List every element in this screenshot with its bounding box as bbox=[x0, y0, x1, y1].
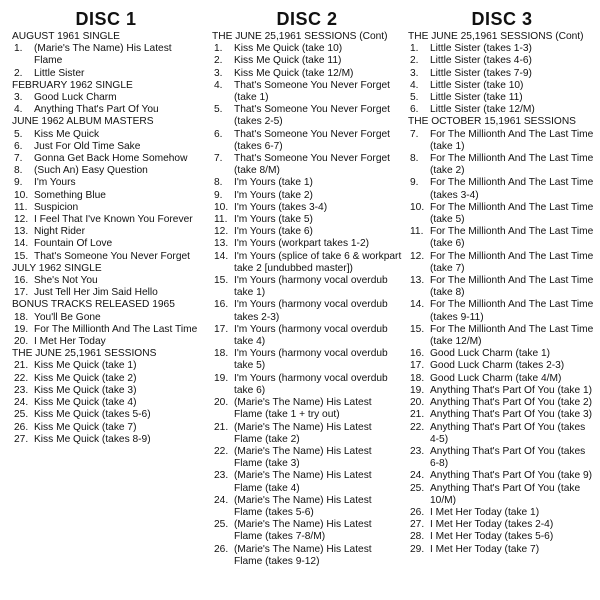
track-number: 4. bbox=[410, 79, 419, 91]
track-title: Anything That's Part Of You (takes 6-8) bbox=[430, 445, 586, 470]
track-title: Good Luck Charm (takes 2-3) bbox=[430, 360, 565, 372]
disc-3-column bbox=[408, 8, 596, 556]
session-header: THE JUNE 25,1961 SESSIONS bbox=[12, 348, 157, 360]
session-header: THE JUNE 25,1961 SESSIONS (Cont) bbox=[408, 31, 584, 42]
track-number: 17. bbox=[14, 287, 29, 299]
track-number: 2. bbox=[214, 55, 223, 67]
track-row bbox=[212, 544, 402, 568]
track-row bbox=[212, 299, 402, 323]
track-title: (Marie's The Name) His Latest Flame (take 2) bbox=[234, 421, 372, 445]
track-title: Kiss Me Quick (take 12/M) bbox=[234, 67, 354, 79]
track-number: 6. bbox=[14, 140, 23, 152]
disc-3-tracklist bbox=[408, 31, 596, 556]
track-row bbox=[212, 80, 402, 104]
track-title: Little Sister (takes 1-3) bbox=[430, 43, 532, 55]
track-row bbox=[12, 373, 200, 385]
track-row bbox=[212, 422, 402, 446]
track-row bbox=[12, 226, 200, 238]
track-number: 13. bbox=[214, 238, 229, 250]
track-title: (Marie's The Name) His Latest Flame (take 3) bbox=[234, 445, 372, 470]
track-row bbox=[408, 409, 596, 421]
track-title: That's Someone You Never Forget (take 1) bbox=[234, 79, 390, 104]
track-number: 16. bbox=[410, 348, 425, 360]
track-row bbox=[212, 275, 402, 299]
track-title: (Marie's The Name) His Latest Flame bbox=[34, 43, 172, 67]
track-title: (Marie's The Name) His Latest Flame (takes 5-6) bbox=[234, 494, 372, 518]
track-number: 2. bbox=[14, 67, 23, 79]
track-title: I'm Yours (harmony vocal overdub take 1) bbox=[234, 275, 388, 299]
session-header: BONUS TRACKS RELEASED 1965 bbox=[12, 299, 175, 311]
track-title: Little Sister (takes 4-6) bbox=[430, 55, 532, 67]
track-number: 1. bbox=[14, 43, 23, 55]
track-title: I Met Her Today (take 7) bbox=[430, 543, 540, 555]
track-number: 5. bbox=[410, 92, 419, 104]
track-number: 21. bbox=[214, 421, 229, 433]
track-number: 5. bbox=[214, 104, 223, 116]
track-row bbox=[408, 104, 596, 116]
track-row bbox=[408, 226, 596, 250]
track-row bbox=[408, 544, 596, 556]
track-row bbox=[408, 251, 596, 275]
track-number: 21. bbox=[14, 360, 29, 372]
track-title: I'm Yours (splice of take 6 & workpart take 2 [undubbed master]) bbox=[234, 250, 402, 274]
track-row bbox=[212, 43, 402, 55]
track-title: Little Sister (take 12/M) bbox=[430, 104, 535, 116]
track-number: 13. bbox=[410, 275, 425, 287]
track-number: 9. bbox=[214, 189, 223, 201]
track-row bbox=[408, 483, 596, 507]
track-row bbox=[12, 312, 200, 324]
track-row bbox=[408, 385, 596, 397]
track-title: I Met Her Today bbox=[34, 336, 106, 348]
track-row bbox=[212, 446, 402, 470]
track-row bbox=[408, 507, 596, 519]
track-title: I Met Her Today (take 1) bbox=[430, 506, 540, 518]
track-title: Night Rider bbox=[34, 226, 85, 238]
track-number: 15. bbox=[214, 275, 229, 287]
track-row bbox=[12, 324, 200, 336]
track-number: 23. bbox=[14, 384, 29, 396]
track-title: For The Millionth And The Last Time (take 5) bbox=[430, 201, 594, 226]
track-number: 7. bbox=[410, 128, 419, 140]
track-number: 16. bbox=[214, 299, 229, 311]
track-row bbox=[408, 275, 596, 299]
track-number: 24. bbox=[410, 470, 425, 482]
track-row bbox=[212, 519, 402, 543]
track-row bbox=[12, 190, 200, 202]
track-row bbox=[408, 68, 596, 80]
track-row bbox=[212, 177, 402, 189]
track-number: 4. bbox=[14, 104, 23, 116]
session-header: JUNE 1962 ALBUM MASTERS bbox=[12, 116, 154, 128]
track-row bbox=[212, 68, 402, 80]
track-number: 3. bbox=[214, 67, 223, 79]
track-number: 17. bbox=[214, 323, 229, 335]
track-row bbox=[212, 55, 402, 67]
track-number: 10. bbox=[14, 189, 29, 201]
track-title: Anything That's Part Of You (take 1) bbox=[430, 384, 593, 396]
track-number: 14. bbox=[14, 238, 29, 250]
disc-1-column bbox=[12, 8, 200, 446]
track-title: I'm Yours (workpart takes 1-2) bbox=[234, 238, 369, 250]
track-title: You'll Be Gone bbox=[34, 311, 101, 323]
track-number: 25. bbox=[214, 519, 229, 531]
track-number: 17. bbox=[410, 360, 425, 372]
track-title: For The Millionth And The Last Time (takes 9-11) bbox=[430, 299, 594, 323]
track-title: For The Millionth And The Last Time (take 12/M) bbox=[430, 323, 594, 348]
session-header: THE OCTOBER 15,1961 SESSIONS bbox=[408, 116, 576, 128]
track-title: Good Luck Charm (take 4/M) bbox=[430, 372, 562, 384]
track-row bbox=[12, 275, 200, 287]
track-title: I'm Yours (take 5) bbox=[234, 214, 313, 226]
track-number: 25. bbox=[410, 482, 425, 494]
disc-2-column bbox=[212, 8, 402, 568]
track-number: 8. bbox=[14, 165, 23, 177]
track-title: Anything That's Part Of You (takes 4-5) bbox=[430, 421, 586, 445]
disc-1-title: DISC 1 bbox=[75, 9, 137, 29]
track-title: (Marie's The Name) His Latest Flame (takes 7-8/M) bbox=[234, 519, 372, 543]
track-title: For The Millionth And The Last Time (take 8) bbox=[430, 275, 594, 299]
track-row bbox=[408, 531, 596, 543]
track-row bbox=[12, 434, 200, 446]
track-row bbox=[12, 129, 200, 141]
track-row bbox=[12, 397, 200, 409]
track-title: Kiss Me Quick (take 4) bbox=[34, 397, 137, 409]
track-number: 16. bbox=[14, 275, 29, 287]
disc-2-title: DISC 2 bbox=[276, 9, 338, 29]
track-number: 20. bbox=[14, 336, 29, 348]
track-number: 22. bbox=[14, 372, 29, 384]
track-number: 23. bbox=[214, 470, 229, 482]
track-row bbox=[408, 348, 596, 360]
track-title: Anything That's Part Of You (take 2) bbox=[430, 397, 593, 409]
track-number: 18. bbox=[410, 372, 425, 384]
track-row bbox=[408, 360, 596, 372]
track-number: 29. bbox=[410, 543, 425, 555]
track-row bbox=[408, 299, 596, 323]
session-header: FEBRUARY 1962 SINGLE bbox=[12, 79, 133, 91]
track-title: That's Someone You Never Forget bbox=[34, 250, 190, 262]
track-row bbox=[408, 55, 596, 67]
track-title: Just For Old Time Sake bbox=[34, 140, 141, 152]
track-number: 11. bbox=[410, 226, 424, 238]
track-number: 12. bbox=[410, 250, 425, 262]
track-number: 18. bbox=[214, 348, 229, 360]
track-row bbox=[408, 80, 596, 92]
track-number: 21. bbox=[410, 409, 425, 421]
track-row bbox=[212, 251, 402, 275]
track-row bbox=[408, 397, 596, 409]
track-number: 11. bbox=[14, 201, 28, 213]
disc-3-title: DISC 3 bbox=[471, 9, 533, 29]
track-number: 10. bbox=[410, 201, 425, 213]
track-row bbox=[212, 397, 402, 421]
track-row bbox=[212, 202, 402, 214]
track-title: For The Millionth And The Last Time (takes 3-4) bbox=[430, 177, 594, 201]
track-title: Fountain Of Love bbox=[34, 238, 113, 250]
track-title: Kiss Me Quick (takes 5-6) bbox=[34, 409, 151, 421]
track-row bbox=[408, 519, 596, 531]
track-number: 19. bbox=[14, 323, 29, 335]
track-title: I'm Yours (harmony vocal overdub take 5) bbox=[234, 348, 388, 372]
track-title: Kiss Me Quick (takes 8-9) bbox=[34, 433, 151, 445]
track-row bbox=[408, 373, 596, 385]
track-number: 6. bbox=[214, 128, 223, 140]
track-title: I'm Yours (take 2) bbox=[234, 189, 313, 201]
track-row bbox=[408, 202, 596, 226]
track-row bbox=[12, 251, 200, 263]
track-number: 20. bbox=[410, 397, 425, 409]
track-number: 3. bbox=[410, 67, 419, 79]
track-number: 9. bbox=[410, 177, 419, 189]
track-title: Anything That's Part Of You (take 3) bbox=[430, 409, 593, 421]
track-number: 26. bbox=[14, 421, 29, 433]
track-row bbox=[12, 165, 200, 177]
track-title: Little Sister (take 10) bbox=[430, 79, 524, 91]
track-title: Kiss Me Quick (take 1) bbox=[34, 360, 137, 372]
track-number: 26. bbox=[214, 543, 229, 555]
track-title: Anything That's Part Of You bbox=[34, 104, 159, 116]
track-title: (Such An) Easy Question bbox=[34, 165, 148, 177]
track-row bbox=[12, 43, 200, 67]
track-title: For The Millionth And The Last Time bbox=[34, 323, 198, 335]
track-row bbox=[408, 446, 596, 470]
track-number: 27. bbox=[410, 519, 425, 531]
track-row bbox=[12, 68, 200, 80]
track-title: Kiss Me Quick (take 7) bbox=[34, 421, 137, 433]
track-title: Good Luck Charm bbox=[34, 92, 117, 104]
track-number: 15. bbox=[410, 323, 425, 335]
track-row bbox=[12, 422, 200, 434]
track-number: 1. bbox=[410, 43, 419, 55]
track-title: I'm Yours bbox=[34, 177, 76, 189]
track-title: I'm Yours (harmony vocal overdub take 4) bbox=[234, 323, 388, 348]
track-number: 12. bbox=[14, 214, 29, 226]
track-number: 25. bbox=[14, 409, 29, 421]
track-title: (Marie's The Name) His Latest Flame (takes 9-12) bbox=[234, 543, 372, 567]
track-row bbox=[212, 348, 402, 372]
track-title: Good Luck Charm (take 1) bbox=[430, 348, 551, 360]
track-number: 12. bbox=[214, 226, 229, 238]
track-title: Kiss Me Quick (take 11) bbox=[234, 55, 342, 67]
track-number: 26. bbox=[410, 506, 425, 518]
track-row bbox=[408, 422, 596, 446]
track-title: Little Sister (take 11) bbox=[430, 92, 523, 104]
track-number: 9. bbox=[14, 177, 23, 189]
track-row bbox=[408, 470, 596, 482]
track-number: 24. bbox=[14, 397, 29, 409]
track-row bbox=[212, 190, 402, 202]
track-title: Just Tell Her Jim Said Hello bbox=[34, 287, 158, 299]
disc-1-tracklist bbox=[12, 31, 200, 446]
track-row bbox=[212, 238, 402, 250]
track-row bbox=[408, 324, 596, 348]
track-number: 5. bbox=[14, 128, 23, 140]
track-title: That's Someone You Never Forget (take 8/M) bbox=[234, 153, 390, 177]
track-row bbox=[12, 177, 200, 189]
track-title: I'm Yours (take 1) bbox=[234, 177, 313, 189]
track-title: (Marie's The Name) His Latest Flame (take 4) bbox=[234, 470, 372, 494]
track-row bbox=[212, 470, 402, 494]
track-title: Suspicion bbox=[34, 201, 79, 213]
track-title: I Feel That I've Known You Forever bbox=[34, 214, 193, 226]
track-row bbox=[212, 214, 402, 226]
track-row bbox=[212, 373, 402, 397]
track-title: Little Sister bbox=[34, 67, 85, 79]
track-title: Little Sister (takes 7-9) bbox=[430, 67, 532, 79]
track-row bbox=[212, 153, 402, 177]
track-row bbox=[12, 214, 200, 226]
track-title: Gonna Get Back Home Somehow bbox=[34, 153, 188, 165]
track-number: 23. bbox=[410, 445, 425, 457]
track-number: 8. bbox=[214, 177, 223, 189]
track-number: 19. bbox=[214, 372, 229, 384]
track-number: 1. bbox=[214, 43, 223, 55]
track-row bbox=[212, 129, 402, 153]
track-title: For The Millionth And The Last Time (take 1) bbox=[430, 128, 594, 152]
track-number: 19. bbox=[410, 384, 425, 396]
track-number: 7. bbox=[214, 153, 223, 165]
track-title: Something Blue bbox=[34, 189, 106, 201]
track-title: Anything That's Part Of You (take 9) bbox=[430, 470, 593, 482]
track-number: 18. bbox=[14, 311, 29, 323]
track-number: 7. bbox=[14, 153, 23, 165]
track-number: 27. bbox=[14, 433, 29, 445]
track-number: 14. bbox=[410, 299, 425, 311]
track-row bbox=[408, 153, 596, 177]
track-row bbox=[12, 287, 200, 299]
track-row bbox=[12, 385, 200, 397]
track-number: 2. bbox=[410, 55, 419, 67]
track-row bbox=[12, 104, 200, 116]
track-title: Kiss Me Quick (take 2) bbox=[34, 372, 137, 384]
track-title: I'm Yours (harmony vocal overdub take 6) bbox=[234, 372, 388, 396]
track-row bbox=[212, 495, 402, 519]
track-number: 14. bbox=[214, 250, 229, 262]
session-header: AUGUST 1961 SINGLE bbox=[12, 31, 120, 42]
track-number: 24. bbox=[214, 494, 229, 506]
track-number: 4. bbox=[214, 79, 223, 91]
track-row bbox=[12, 202, 200, 214]
track-row bbox=[212, 104, 402, 128]
track-number: 6. bbox=[410, 104, 419, 116]
track-title: Anything That's Part Of You (take 10/M) bbox=[430, 482, 581, 506]
track-row bbox=[12, 153, 200, 165]
track-row bbox=[12, 92, 200, 104]
track-title: Kiss Me Quick (take 3) bbox=[34, 384, 137, 396]
track-row bbox=[212, 324, 402, 348]
track-title: For The Millionth And The Last Time (take 2) bbox=[430, 153, 594, 177]
track-title: For The Millionth And The Last Time (take 6) bbox=[430, 226, 594, 250]
session-header: THE JUNE 25,1961 SESSIONS (Cont) bbox=[212, 31, 388, 42]
track-number: 13. bbox=[14, 226, 29, 238]
track-row bbox=[12, 336, 200, 348]
track-row bbox=[408, 43, 596, 55]
track-number: 11. bbox=[214, 214, 228, 226]
track-number: 10. bbox=[214, 201, 229, 213]
session-header: JULY 1962 SINGLE bbox=[12, 262, 102, 274]
track-row bbox=[12, 360, 200, 372]
track-title: For The Millionth And The Last Time (take 7) bbox=[430, 250, 594, 274]
track-title: I'm Yours (takes 3-4) bbox=[234, 201, 328, 213]
track-title: I Met Her Today (takes 2-4) bbox=[430, 519, 554, 531]
track-row bbox=[12, 409, 200, 421]
track-title: Kiss Me Quick bbox=[34, 128, 100, 140]
track-number: 3. bbox=[14, 92, 23, 104]
track-number: 22. bbox=[410, 421, 425, 433]
disc-2-tracklist bbox=[212, 31, 402, 568]
track-row bbox=[408, 129, 596, 153]
track-row bbox=[12, 238, 200, 250]
track-title: I'm Yours (take 6) bbox=[234, 226, 313, 238]
track-row bbox=[12, 141, 200, 153]
track-number: 22. bbox=[214, 445, 229, 457]
track-number: 28. bbox=[410, 531, 425, 543]
track-row bbox=[408, 177, 596, 201]
track-title: Kiss Me Quick (take 10) bbox=[234, 43, 343, 55]
track-row bbox=[212, 226, 402, 238]
track-title: I'm Yours (harmony vocal overdub takes 2-3) bbox=[234, 299, 388, 323]
track-row bbox=[408, 92, 596, 104]
track-title: That's Someone You Never Forget (takes 2-5) bbox=[234, 104, 390, 128]
track-title: That's Someone You Never Forget (takes 6-7) bbox=[234, 128, 390, 152]
track-title: (Marie's The Name) His Latest Flame (take 1 + try out) bbox=[234, 397, 372, 421]
track-number: 20. bbox=[214, 397, 229, 409]
track-title: I Met Her Today (takes 5-6) bbox=[430, 531, 554, 543]
track-number: 15. bbox=[14, 250, 29, 262]
track-title: She's Not You bbox=[34, 275, 98, 287]
track-number: 8. bbox=[410, 153, 419, 165]
